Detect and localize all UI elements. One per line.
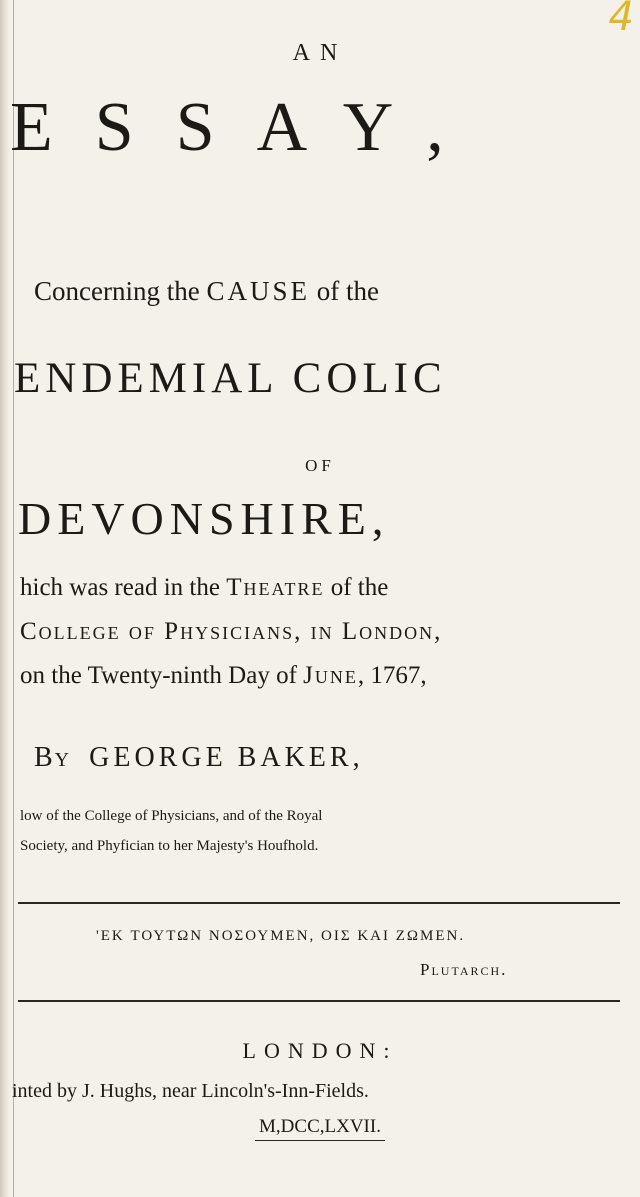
author-by: By: [34, 742, 72, 773]
epigraph-greek: 'EK ΤΟΥΤΩΝ ΝΟΣΟΥΜΕΝ, ΟΙΣ ΚΑΙ ΖΩΜΕΝ.: [96, 928, 466, 944]
occasion-june: June: [303, 662, 358, 689]
occasion-day: on the Twenty-ninth Day of: [20, 662, 297, 689]
title-place: DEVONSHIRE,: [18, 493, 390, 544]
occasion-lead: hich was read in the: [20, 574, 220, 601]
author-byline: [34, 742, 364, 774]
binding-edge: [0, 0, 10, 1197]
binding-line: [13, 0, 14, 1197]
epigraph-source: Plutarch.: [420, 960, 508, 979]
page-corner-mark: 4: [608, 0, 634, 40]
concerning-tail: of the: [316, 276, 379, 306]
author-fellow-line-2: Society, and Phyfician to her Majesty's Houfhold.: [20, 838, 319, 854]
imprint-date: M,DCC,LXVII.: [255, 1116, 385, 1141]
epigraph-rule-bottom: [18, 1000, 620, 1002]
occasion-line-1: [20, 574, 388, 602]
title-an: AN: [292, 40, 348, 66]
occasion-tail: of the: [330, 574, 389, 601]
concerning-cause: CAUSE: [206, 276, 310, 306]
author-fellow-line-1: low of the College of Physicians, and of the Royal: [20, 808, 323, 824]
title-of: OF: [305, 456, 335, 475]
occasion-line-3: [20, 662, 427, 690]
occasion-line-2: College of Physicians, in London,: [20, 618, 443, 645]
author-name: GEORGE BAKER,: [89, 742, 364, 773]
occasion-year: , 1767,: [357, 662, 427, 689]
imprint-date-line: [0, 1116, 640, 1138]
occasion-theatre: Theatre: [226, 574, 325, 601]
title-concerning: [34, 276, 379, 307]
concerning-lead: Concerning the: [34, 276, 200, 306]
epigraph-rule-top: [18, 902, 620, 904]
imprint-printer: inted by J. Hughs, near Lincoln's-Inn-Fields.: [12, 1080, 369, 1102]
title-endemial-colic: ENDEMIAL COLIC: [14, 355, 447, 402]
title-essay: ESSAY,: [10, 89, 486, 166]
imprint-city: LONDON:: [242, 1038, 398, 1063]
